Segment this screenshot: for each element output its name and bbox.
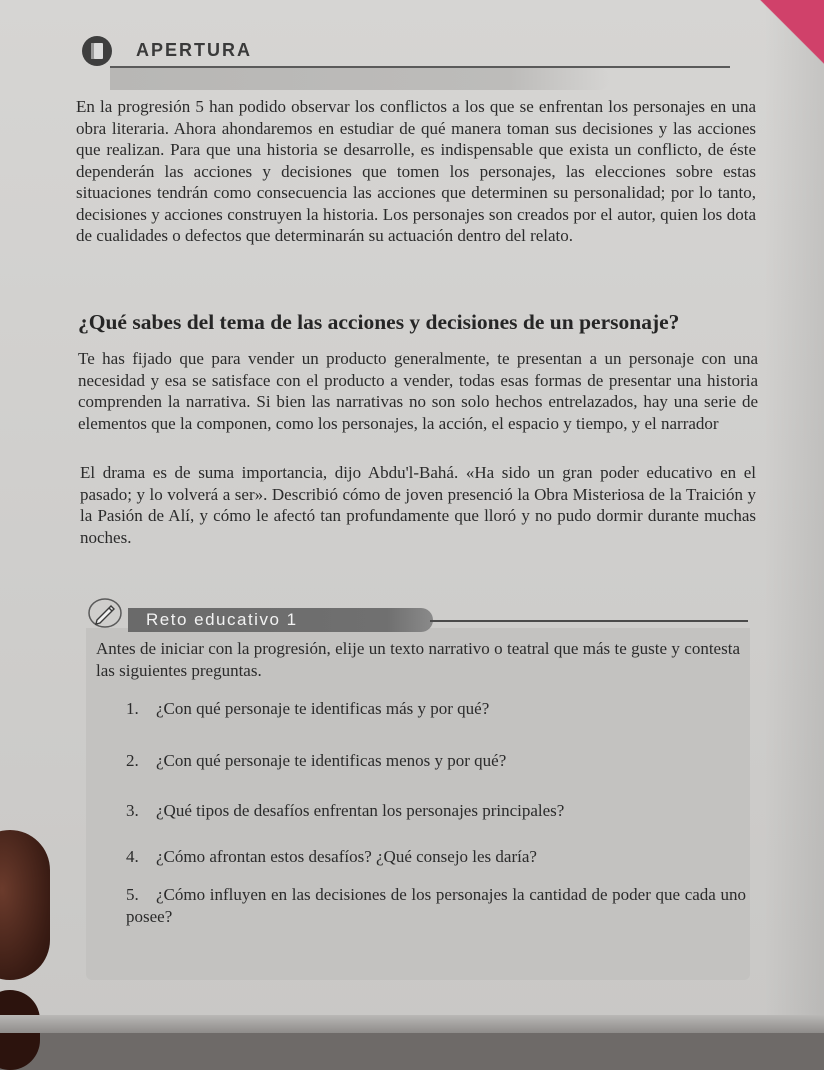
reto-divider xyxy=(430,620,748,622)
reto-instructions: Antes de iniciar con la progresión, elije un texto narrativo o teatral que más te guste y contesta las siguientes preguntas. xyxy=(96,639,740,680)
question-number: 2. xyxy=(126,751,139,770)
list-item xyxy=(126,884,746,927)
question-heading: ¿Qué sabes del tema de las acciones y decisiones de un personaje? xyxy=(78,310,680,334)
list-item xyxy=(126,846,746,868)
section-title: APERTURA xyxy=(136,40,253,60)
drama-paragraph: El drama es de suma importancia, dijo Abdu'l-Bahá. «Ha sido un gran poder educativo en el pasado; y lo volverá a ser». Describió cómo de joven presenció la Obra Misteriosa de la Traición y la Pasión de Alí, y cómo le afectó tan profundamente que lloró y no pudo dormir durante muchas noches. xyxy=(80,463,756,547)
header-divider xyxy=(110,66,730,68)
question-number: 3. xyxy=(126,801,139,820)
reto-label: Reto educativo 1 xyxy=(146,610,298,629)
intro-paragraph: En la progresión 5 han podido observar los conflictos a los que se enfrentan los personajes en una obra literaria. Ahora ahondaremos en estudiar de qué manera toman sus decisiones y las acciones que realizan. Para que una historia se desarrolle, es indispensable que exista un conflicto, de éste dependerán las acciones y decisiones que tomen los personajes, las elecciones sobre estas situaciones tendrán como consecuencia las acciones que determinen su personalidad; por lo tanto, decisiones y acciones construyen la historia. Los personajes son creados por el autor, quien los dota de cualidades o defectos que determinarán su actuación dentro del relato. xyxy=(76,97,756,245)
question-text: ¿Con qué personaje te identificas menos y por qué? xyxy=(156,751,507,770)
question-number: 5. xyxy=(126,885,139,904)
page-shadow xyxy=(764,0,824,1033)
question-text: ¿Cómo influyen en las decisiones de los personajes la cantidad de poder que cada uno posee? xyxy=(126,885,746,926)
header-bar xyxy=(110,68,610,90)
question-text: ¿Qué tipos de desafíos enfrentan los personajes principales? xyxy=(156,801,565,820)
page-edge xyxy=(0,1015,824,1033)
question-text: ¿Cómo afrontan estos desafíos? ¿Qué consejo les daría? xyxy=(156,847,537,866)
list-item xyxy=(126,698,746,720)
question-number: 4. xyxy=(126,847,139,866)
narrative-paragraph: Te has fijado que para vender un producto generalmente, te presentan a un personaje con una necesidad y esa se satisface con el producto a vender, todas esas formas de presentar una historia comprenden la narrativa. Si bien las narrativas no son solo hechos entrelazados, hay una serie de elementos que la componen, como los personajes, la acción, el espacio y tiempo, y el narrador xyxy=(78,349,758,433)
book-icon xyxy=(82,36,112,66)
question-text: ¿Con qué personaje te identificas más y por qué? xyxy=(156,699,490,718)
list-item xyxy=(126,800,746,822)
thumb xyxy=(0,830,50,980)
list-item xyxy=(126,750,746,772)
question-number: 1. xyxy=(126,699,139,718)
pencil-icon xyxy=(88,598,122,628)
pink-cloth-corner xyxy=(754,0,824,70)
